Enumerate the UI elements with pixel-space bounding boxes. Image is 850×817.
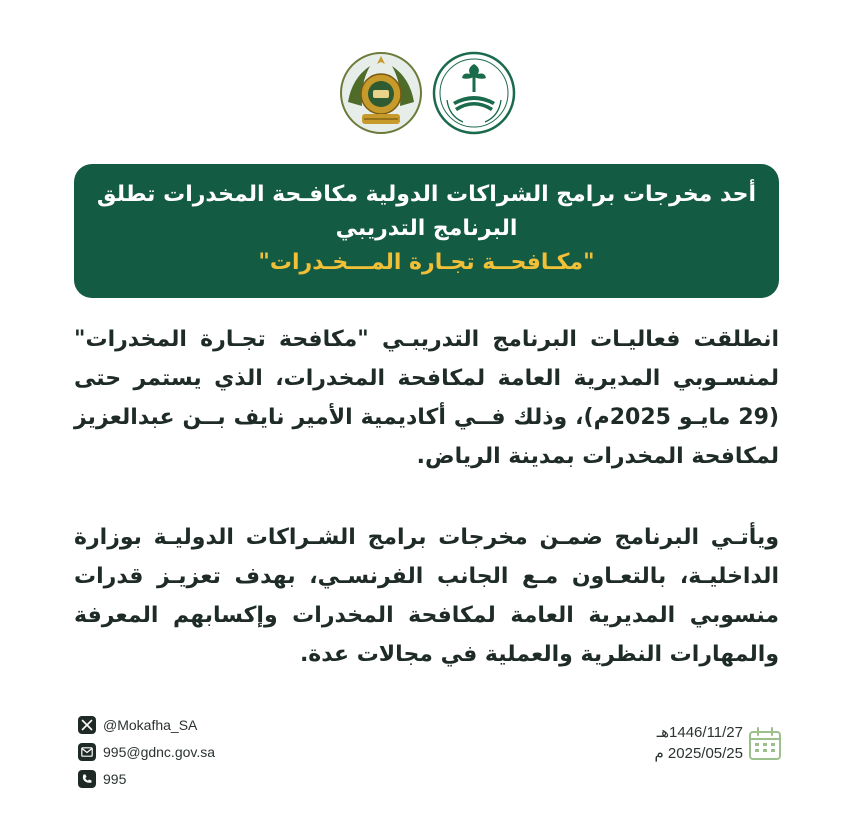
twitter-handle: @Mokafha_SA bbox=[103, 717, 198, 733]
banner-subtitle: البرنامج التدريبي bbox=[335, 216, 518, 241]
x-twitter-icon bbox=[78, 716, 96, 734]
contact-list bbox=[78, 713, 318, 794]
title-banner bbox=[74, 164, 779, 298]
gregorian-date: 2025/05/25 م bbox=[654, 745, 743, 762]
contact-email[interactable] bbox=[78, 740, 318, 764]
date-block bbox=[603, 722, 783, 772]
email-address: 995@gdnc.gov.sa bbox=[103, 744, 216, 760]
logos-row bbox=[0, 50, 850, 136]
body-paragraph-1: انطلقت فعاليـات البرنامج التدريبـي "مكافحة تجـارة المخدرات" لمنسـوبي المديرية العامة لمكافحة المخدرات، الذي يستمر حتى (29 مايـو 2025م)، وذلك فــي أكاديمية الأمير نايف بــن عبدالعزيز لمكافحة المخدرات بمدينة الرياض. bbox=[74, 327, 780, 469]
date-text bbox=[603, 722, 743, 764]
phone-number: 995 bbox=[103, 771, 127, 787]
contact-twitter[interactable] bbox=[78, 713, 318, 737]
banner-headline: أحد مخرجات برامج الشراكات الدولية مكافـحة المخدرات تطلق bbox=[96, 182, 757, 207]
email-icon bbox=[78, 743, 96, 761]
ministry-interior-emblem bbox=[431, 50, 517, 136]
banner-program-name: "مكـافحــة تجـارة المـــخـدرات" bbox=[258, 250, 595, 275]
body-paragraph-2: ويأتـي البرنامج ضمـن مخرجات برامج الشـراكات الدوليـة بوزارة الداخليـة، بالتعـاون مـع الجانب الفرنسـي، بهدف تعزيـز قدرات منسوبي المديرية العامة لمكافحة المخدرات وإكسابهم المعرفة والمهارات النظرية والعملية في مجالات عدة. bbox=[74, 525, 779, 667]
phone-icon bbox=[78, 770, 96, 788]
narcotics-control-emblem bbox=[338, 50, 424, 136]
hijri-date: 1446/11/27هـ bbox=[656, 724, 743, 741]
calendar-icon bbox=[747, 726, 783, 762]
contact-phone[interactable] bbox=[78, 767, 318, 791]
